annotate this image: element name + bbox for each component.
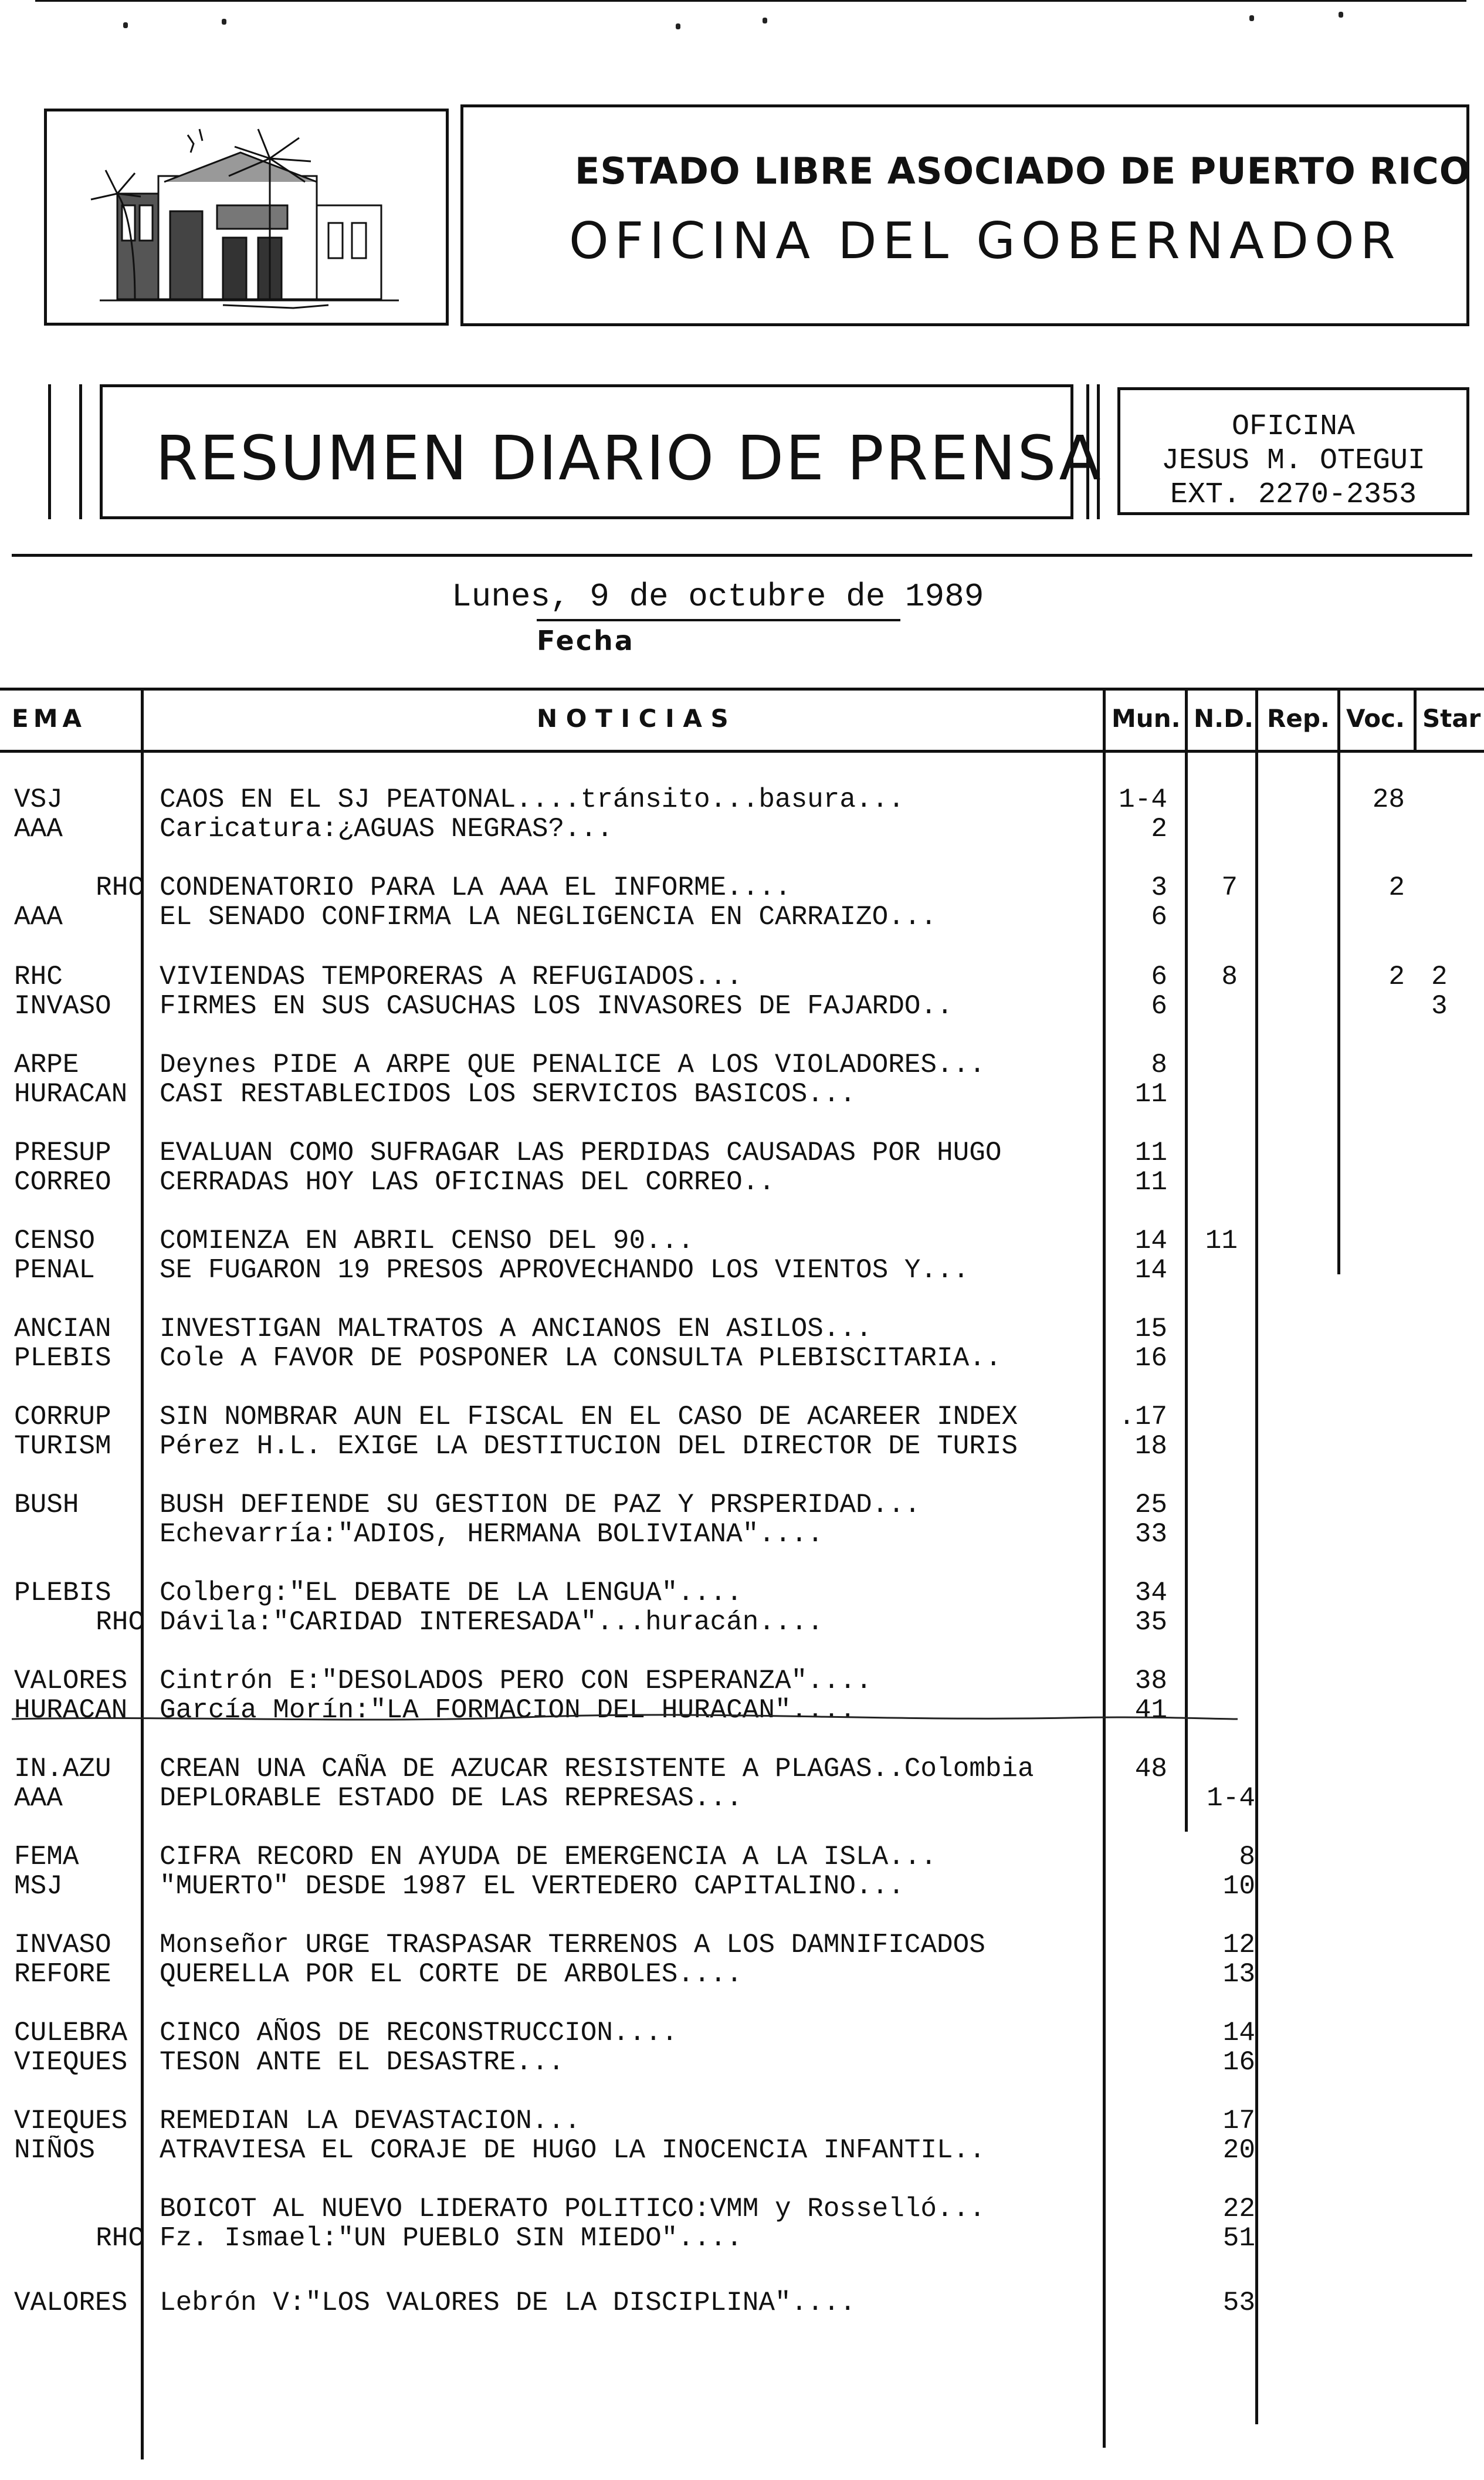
table-row-star: 2	[1431, 962, 1448, 992]
table-row-mun: 1-4	[1119, 784, 1167, 815]
table-row-nd: 16	[1222, 2047, 1255, 2078]
col-header-noticias: N O T I C I A S	[537, 704, 729, 733]
table-row-tema: BUSH	[14, 1490, 79, 1520]
table-row-tema: PENAL	[14, 1256, 96, 1285]
table-row-star: 3	[1431, 991, 1448, 1021]
table-row-noticia: REMEDIAN LA DEVASTACION...	[160, 2106, 581, 2136]
header-line1: ESTADO LIBRE ASOCIADO DE PUERTO RICO	[575, 150, 1471, 192]
table-row-tema: NIÑOS	[14, 2136, 96, 2165]
table-row-noticia: DEPLORABLE ESTADO DE LAS REPRESAS...	[160, 1784, 743, 1813]
table-col-divider	[1255, 688, 1258, 2424]
table-row-tema: REFORE	[14, 1960, 111, 1989]
table-row-tema: CULEBRA	[14, 2018, 128, 2048]
table-row-nd: 13	[1222, 1959, 1255, 1990]
table-row-nd: 20	[1222, 2135, 1255, 2166]
table-row-noticia: TESON ANTE EL DESASTRE...	[160, 2048, 565, 2077]
contact-box	[1117, 387, 1469, 515]
table-row-noticia: Echevarría:"ADIOS, HERMANA BOLIVIANA"....	[160, 1520, 824, 1549]
table-row-tema: FEMA	[14, 1842, 79, 1872]
table-row-tema: RHC	[96, 1608, 144, 1637]
table-row-mun: 16	[1134, 1343, 1167, 1373]
table-row-tema: HURACAN	[14, 1080, 128, 1109]
table-row-tema: RHC	[96, 873, 144, 902]
date-underline	[537, 619, 900, 621]
table-row-mun: 11	[1134, 1167, 1167, 1197]
table-row-noticia: FIRMES EN SUS CASUCHAS LOS INVASORES DE FAJARDO..	[160, 992, 953, 1021]
contact-name: JESUS M. OTEGUI	[1161, 444, 1426, 478]
table-row-mun: 34	[1134, 1578, 1167, 1608]
table-row-nd: 1-4	[1207, 1783, 1255, 1814]
table-row-nd: 14	[1222, 2018, 1255, 2048]
speck	[763, 18, 767, 23]
table-row-tema: AAA	[14, 902, 63, 932]
table-row-tema: MSJ	[14, 1872, 63, 1901]
table-row-mun: 41	[1134, 1695, 1167, 1725]
table-row-tema: CORREO	[14, 1168, 111, 1197]
table-row-noticia: CINCO AÑOS DE RECONSTRUCCION....	[160, 2018, 678, 2048]
table-row-noticia: BUSH DEFIENDE SU GESTION DE PAZ Y PRSPERIDAD...	[160, 1490, 921, 1520]
speck	[1339, 12, 1343, 18]
page-top-rule	[35, 0, 1466, 2]
table-row-noticia: EL SENADO CONFIRMA LA NEGLIGENCIA EN CARRAIZO...	[160, 902, 937, 932]
table-row-noticia: CIFRA RECORD EN AYUDA DE EMERGENCIA A LA ISLA...	[160, 1842, 937, 1872]
col-header-rep: Rep.	[1267, 704, 1330, 733]
table-row-noticia: SE FUGARON 19 PRESOS APROVECHANDO LOS VIENTOS Y...	[160, 1256, 970, 1285]
speck	[123, 22, 128, 28]
table-row-voc: 2	[1388, 872, 1405, 903]
table-row-nd: 8	[1221, 962, 1238, 992]
table-row-noticia: "MUERTO" DESDE 1987 EL VERTEDERO CAPITALINO...	[160, 1872, 904, 1901]
table-row-mun: 35	[1134, 1607, 1167, 1637]
table-row-tema: VIEQUES	[14, 2106, 128, 2136]
table-row-noticia: Colberg:"EL DEBATE DE LA LENGUA"....	[160, 1578, 743, 1608]
table-row-tema: VALORES	[14, 1666, 128, 1696]
table-row-mun: 6	[1151, 902, 1167, 932]
table-row-noticia: García Morín:"LA FORMACION DEL HURACAN"....	[160, 1696, 856, 1725]
table-row-nd: 22	[1222, 2194, 1255, 2224]
table-row-mun: 38	[1134, 1666, 1167, 1696]
table-row-tema: TURISM	[14, 1432, 111, 1461]
table-row-noticia: INVESTIGAN MALTRATOS A ANCIANOS EN ASILOS...	[160, 1314, 872, 1344]
table-row-noticia: CERRADAS HOY LAS OFICINAS DEL CORREO..	[160, 1168, 775, 1197]
table-row-nd: 53	[1222, 2288, 1255, 2318]
table-row-noticia: COMIENZA EN ABRIL CENSO DEL 90...	[160, 1226, 694, 1256]
table-row-mun: 33	[1134, 1519, 1167, 1549]
date-label: Fecha	[537, 625, 635, 657]
contact-office: OFICINA	[1231, 410, 1356, 444]
table-row-tema: PLEBIS	[14, 1578, 111, 1608]
title-box	[460, 104, 1469, 326]
col-header-tema: EMA	[12, 704, 86, 733]
decor-bar	[48, 384, 51, 519]
header-separator	[12, 554, 1472, 557]
table-row-voc: 28	[1372, 784, 1405, 815]
date-value: Lunes, 9 de octubre de 1989	[452, 578, 984, 615]
table-row-tema: CENSO	[14, 1226, 96, 1256]
table-row-mun: 11	[1134, 1079, 1167, 1109]
table-row-mun: .17	[1119, 1402, 1167, 1432]
table-row-noticia: CASI RESTABLECIDOS LOS SERVICIOS BASICOS...	[160, 1080, 856, 1109]
table-row-tema: AAA	[14, 1784, 63, 1813]
table-row-nd: 11	[1205, 1226, 1238, 1256]
table-row-tema: INVASO	[14, 1930, 111, 1960]
table-row-tema: VSJ	[14, 785, 63, 814]
table-row-noticia: EVALUAN COMO SUFRAGAR LAS PERDIDAS CAUSADAS POR HUGO	[160, 1138, 1002, 1168]
table-header-rule	[0, 750, 1484, 753]
table-row-tema: VIEQUES	[14, 2048, 128, 2077]
table-row-noticia: Deynes PIDE A ARPE QUE PENALICE A LOS VIOLADORES...	[160, 1050, 985, 1080]
table-row-mun: 3	[1151, 872, 1167, 903]
logo-box	[44, 109, 449, 326]
table-row-nd: 51	[1222, 2223, 1255, 2254]
table-row-noticia: CAOS EN EL SJ PEATONAL....tránsito...basura...	[160, 785, 904, 814]
header-line2: OFICINA DEL GOBERNADOR	[569, 212, 1401, 270]
table-top-rule	[0, 688, 1484, 691]
table-row-noticia: Dávila:"CARIDAD INTERESADA"...huracán....	[160, 1608, 824, 1637]
table-row-noticia: CREAN UNA CAÑA DE AZUCAR RESISTENTE A PLAGAS..Colombia	[160, 1754, 1034, 1784]
table-row-noticia: ATRAVIESA EL CORAJE DE HUGO LA INOCENCIA INFANTIL..	[160, 2136, 985, 2165]
contact-extension: EXT. 2270-2353	[1170, 478, 1417, 512]
table-row-mun: 2	[1151, 814, 1167, 844]
table-row-mun: 6	[1151, 962, 1167, 992]
table-row-tema: ANCIAN	[14, 1314, 111, 1344]
table-row-nd: 17	[1222, 2106, 1255, 2136]
table-row-mun: 11	[1134, 1138, 1167, 1168]
table-row-mun: 6	[1151, 991, 1167, 1021]
table-row-noticia: QUERELLA POR EL CORTE DE ARBOLES....	[160, 1960, 743, 1989]
section-title: RESUMEN DIARIO DE PRENSA	[155, 422, 1103, 494]
contact-block	[1120, 410, 1466, 512]
table-col-divider	[141, 688, 144, 2459]
table-row-mun: 25	[1134, 1490, 1167, 1520]
speck	[676, 23, 680, 29]
table-row-tema: IN.AZU	[14, 1754, 111, 1784]
table-row-tema: INVASO	[14, 992, 111, 1021]
table-row-noticia: Monseñor URGE TRASPASAR TERRENOS A LOS DAMNIFICADOS	[160, 1930, 985, 1960]
table-col-divider	[1414, 688, 1417, 752]
table-row-tema: RHC	[96, 2224, 144, 2253]
table-row-tema: PRESUP	[14, 1138, 111, 1168]
col-header-mun: Mun.	[1112, 704, 1181, 733]
table-row-mun: 14	[1134, 1255, 1167, 1285]
decor-bar	[1086, 384, 1089, 519]
table-row-mun: 48	[1134, 1754, 1167, 1784]
table-row-noticia: VIVIENDAS TEMPORERAS A REFUGIADOS...	[160, 962, 743, 992]
table-row-tema: RHC	[14, 962, 63, 992]
table-row-tema: HURACAN	[14, 1696, 128, 1725]
table-row-nd: 8	[1239, 1842, 1255, 1872]
table-row-noticia: BOICOT AL NUEVO LIDERATO POLITICO:VMM y Rosselló...	[160, 2194, 985, 2224]
table-row-nd: 10	[1222, 1871, 1255, 1902]
table-row-tema: VALORES	[14, 2288, 128, 2317]
table-row-mun: 15	[1134, 1314, 1167, 1344]
handwritten-strike-line	[12, 1706, 1244, 1730]
table-row-tema: ARPE	[14, 1050, 79, 1080]
table-row-noticia: Lebrón V:"LOS VALORES DE LA DISCIPLINA"....	[160, 2288, 856, 2317]
table-row-noticia: Cole A FAVOR DE POSPONER LA CONSULTA PLEBISCITARIA..	[160, 1344, 1002, 1373]
table-row-noticia: Fz. Ismael:"UN PUEBLO SIN MIEDO"....	[160, 2224, 743, 2253]
table-row-noticia: Pérez H.L. EXIGE LA DESTITUCION DEL DIRECTOR DE TURIS	[160, 1432, 1018, 1461]
speck	[222, 19, 226, 25]
section-title-box	[100, 384, 1103, 519]
table-col-divider	[1103, 688, 1106, 2448]
table-row-tema: AAA	[14, 814, 63, 844]
table-row-nd: 12	[1222, 1930, 1255, 1960]
table-row-mun: 14	[1134, 1226, 1167, 1256]
speck	[1249, 15, 1254, 21]
fortaleza-illustration-icon	[47, 111, 446, 323]
col-header-nd: N.D.	[1194, 704, 1253, 733]
table-row-noticia: SIN NOMBRAR AUN EL FISCAL EN EL CASO DE ACAREER INDEX	[160, 1402, 1018, 1432]
table-row-tema: PLEBIS	[14, 1344, 111, 1373]
table-row-voc: 2	[1388, 962, 1405, 992]
decor-bar	[79, 384, 82, 519]
table-row-tema: CORRUP	[14, 1402, 111, 1432]
col-header-voc: Voc.	[1346, 704, 1405, 733]
table-row-nd: 7	[1221, 872, 1238, 903]
table-row-noticia: Caricatura:¿AGUAS NEGRAS?...	[160, 814, 613, 844]
table-row-noticia: CONDENATORIO PARA LA AAA EL INFORME....	[160, 873, 791, 902]
decor-bar	[1097, 384, 1100, 519]
table-col-divider	[1185, 688, 1188, 1832]
table-row-noticia: Cintrón E:"DESOLADOS PERO CON ESPERANZA"....	[160, 1666, 872, 1696]
col-header-star: Star	[1422, 704, 1481, 733]
table-row-mun: 18	[1134, 1431, 1167, 1461]
table-row-mun: 8	[1151, 1050, 1167, 1080]
